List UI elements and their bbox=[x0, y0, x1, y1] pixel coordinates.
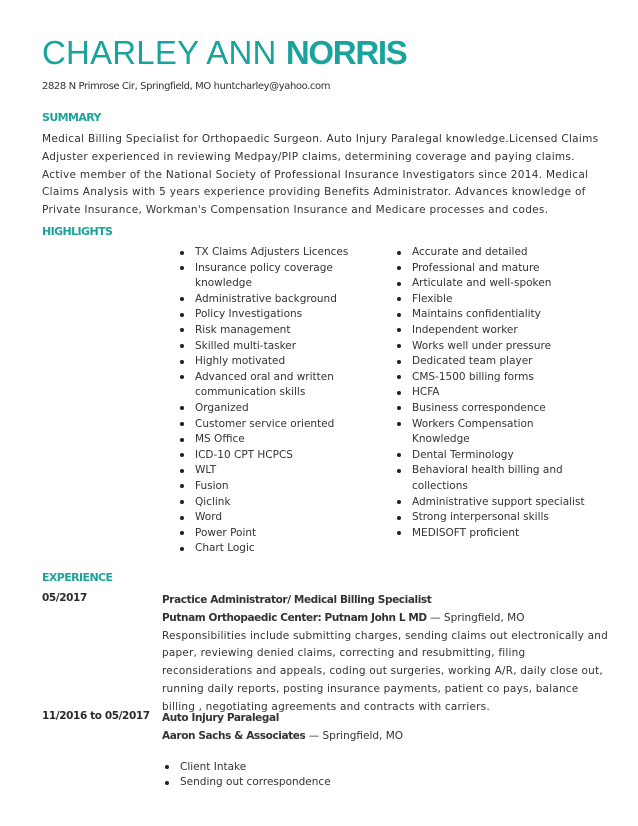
highlight-item: Administrative background bbox=[175, 292, 348, 308]
highlights-heading: HIGHLIGHTS bbox=[42, 225, 113, 238]
job-description-line: billing , negotiating agreements and contracts with carriers. bbox=[162, 700, 490, 713]
job-bullets bbox=[162, 760, 602, 791]
highlight-item: Chart Logic bbox=[175, 541, 348, 557]
highlight-item: Accurate and detailed bbox=[392, 245, 585, 261]
job-description-line: running daily reports, posting insurance payments, patient co pays, balance bbox=[162, 682, 579, 695]
highlight-item bbox=[392, 463, 585, 494]
highlight-item: TX Claims Adjusters Licences bbox=[175, 245, 348, 261]
highlight-item: Flexible bbox=[392, 292, 585, 308]
job-location: — Springfield, MO bbox=[305, 729, 404, 742]
summary-heading: SUMMARY bbox=[42, 111, 101, 124]
highlight-item: Independent worker bbox=[392, 323, 585, 339]
job-date: 05/2017 bbox=[42, 592, 87, 604]
highlight-item-line: communication skills bbox=[195, 386, 306, 399]
highlight-item: Customer service oriented bbox=[175, 417, 348, 433]
highlight-item-line: collections bbox=[412, 479, 468, 492]
job-title: Practice Administrator/ Medical Billing Specialist bbox=[162, 594, 432, 606]
highlight-item: Works well under pressure bbox=[392, 339, 585, 355]
company-name: Aaron Sachs & Associates bbox=[162, 729, 306, 742]
highlight-item: Skilled multi-tasker bbox=[175, 339, 348, 355]
highlight-item: Dedicated team player bbox=[392, 354, 585, 370]
highlight-item-line: Knowledge bbox=[412, 433, 470, 446]
highlights-list-right bbox=[392, 245, 585, 541]
summary-line: Claims Analysis with 5 years experience providing Benefits Administrator. Advances knowledge of bbox=[42, 186, 586, 199]
job-description-line: reconsiderations and appeals, coding out surgeries, working A/R, daily close out, bbox=[162, 665, 603, 678]
summary-line: Active member of the National Society of Professional Insurance Investigators since 2014. Medical bbox=[42, 168, 589, 181]
job-description-line: paper, reviewing denied claims, correcting and resubmitting, filing bbox=[162, 647, 526, 660]
highlight-item: Policy Investigations bbox=[175, 307, 348, 323]
highlights-list-left bbox=[175, 245, 348, 557]
highlight-item bbox=[175, 370, 348, 401]
highlight-item: ICD-10 CPT HCPCS bbox=[175, 448, 348, 464]
highlight-item-line: knowledge bbox=[195, 277, 252, 290]
highlight-item: Business correspondence bbox=[392, 401, 585, 417]
highlight-item: Administrative support specialist bbox=[392, 495, 585, 511]
highlight-item: MS Office bbox=[175, 432, 348, 448]
job-location: — Springfield, MO bbox=[426, 611, 525, 624]
first-names: CHARLEY ANN bbox=[42, 34, 277, 71]
highlight-item: Articulate and well-spoken bbox=[392, 276, 585, 292]
summary-line: Adjuster experienced in reviewing Medpay/PIP claims, determining coverage and paying claims. bbox=[42, 150, 575, 163]
highlight-item: Dental Terminology bbox=[392, 448, 585, 464]
company-line bbox=[162, 728, 602, 746]
highlight-item-line: Advanced oral and written bbox=[195, 370, 334, 383]
highlight-item bbox=[392, 417, 585, 448]
highlight-item bbox=[175, 261, 348, 292]
job-details bbox=[162, 592, 608, 717]
highlight-item-line: Workers Compensation bbox=[412, 417, 534, 430]
summary-text bbox=[42, 131, 602, 220]
highlight-item: Highly motivated bbox=[175, 354, 348, 370]
highlight-item-line: Behavioral health billing and bbox=[412, 464, 563, 477]
highlight-item: CMS-1500 billing forms bbox=[392, 370, 585, 386]
highlight-item: Fusion bbox=[175, 479, 348, 495]
highlight-item: Professional and mature bbox=[392, 261, 585, 277]
highlight-item: Word bbox=[175, 510, 348, 526]
job-title: Auto Injury Paralegal bbox=[162, 712, 279, 724]
highlight-item: Organized bbox=[175, 401, 348, 417]
highlight-item: Risk management bbox=[175, 323, 348, 339]
highlight-item: HCFA bbox=[392, 385, 585, 401]
company-line bbox=[162, 610, 602, 628]
list-item: Sending out correspondence bbox=[160, 775, 600, 791]
highlight-item: MEDISOFT proficient bbox=[392, 526, 585, 542]
job-details bbox=[162, 710, 602, 791]
job-description bbox=[162, 628, 608, 717]
summary-line: Medical Billing Specialist for Orthopaedic Surgeon. Auto Injury Paralegal knowledge.Licensed Claims bbox=[42, 133, 599, 145]
job-description-line: Responsibilities include submitting charges, sending claims out electronically and bbox=[162, 629, 608, 642]
job-bullet-list bbox=[160, 760, 600, 791]
last-name: NORRIS bbox=[285, 34, 407, 71]
list-item: Client Intake bbox=[160, 760, 600, 776]
summary-line: Private Insurance, Workman's Compensation Insurance and Medicare processes and codes. bbox=[42, 204, 549, 217]
job-date: 11/2016 to 05/2017 bbox=[42, 710, 150, 722]
contact-info: 2828 N Primrose Cir, Springfield, MO huntcharley@yahoo.com bbox=[42, 81, 331, 92]
company-name: Putnam Orthopaedic Center: Putnam John L MD bbox=[162, 611, 427, 624]
highlight-item: Qiclink bbox=[175, 495, 348, 511]
experience-heading: EXPERIENCE bbox=[42, 571, 113, 584]
highlight-item: Strong interpersonal skills bbox=[392, 510, 585, 526]
candidate-name bbox=[42, 33, 406, 73]
highlight-item: WLT bbox=[175, 463, 348, 479]
highlight-item: Maintains confidentiality bbox=[392, 307, 585, 323]
highlight-item: Power Point bbox=[175, 526, 348, 542]
highlight-item-line: Insurance policy coverage bbox=[195, 261, 333, 274]
